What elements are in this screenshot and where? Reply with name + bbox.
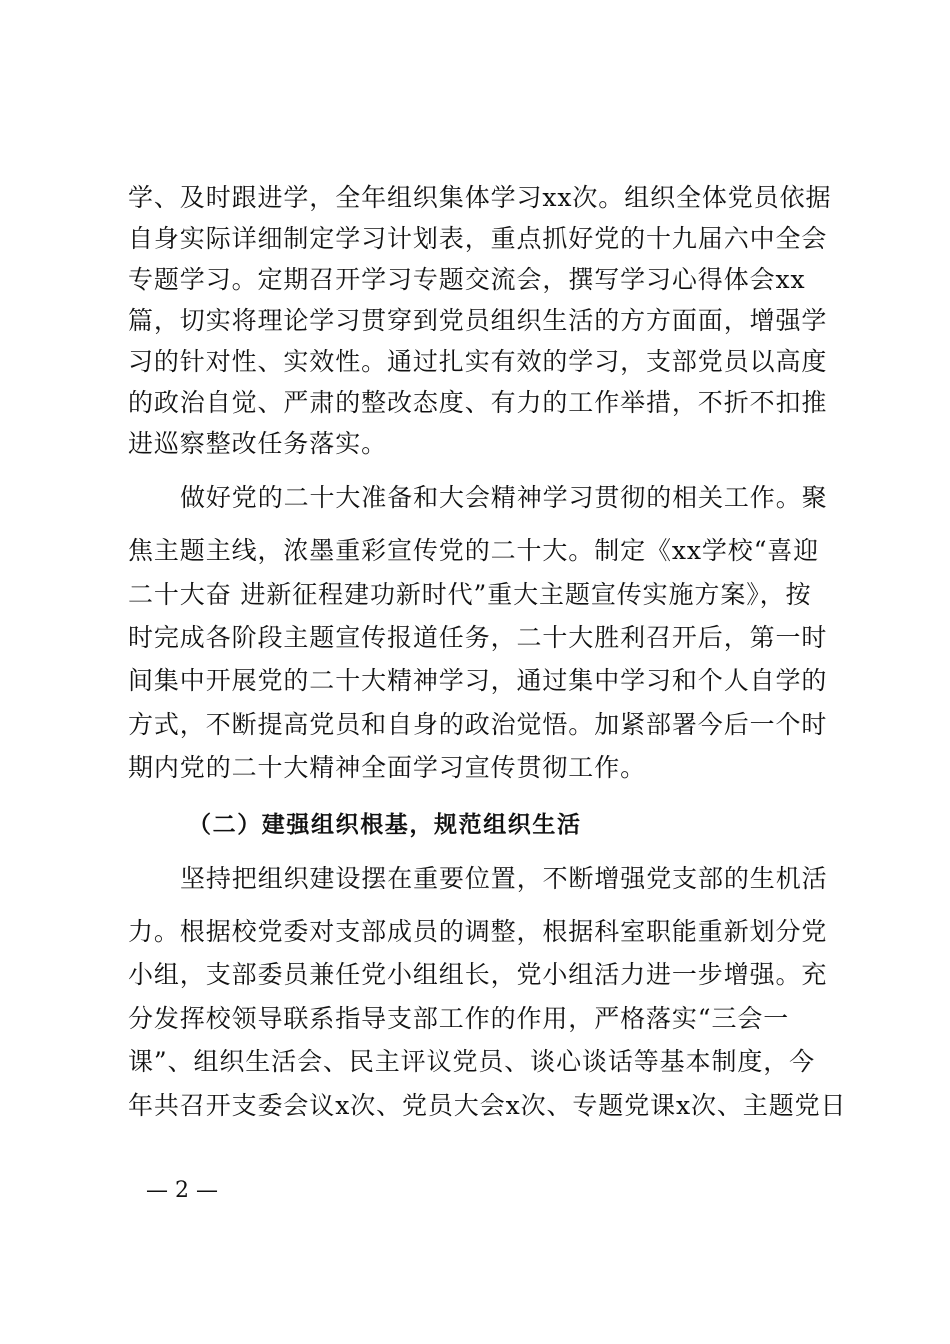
body-text-line: 习的针对性、实效性。通过扎实有效的学习，支部党员以高度: [128, 347, 828, 376]
paragraph-first-line: 做好党的二十大准备和大会精神学习贯彻的相关工作。聚: [180, 483, 828, 512]
body-text-line: 小组，支部委员兼任党小组组长，党小组活力进一步增强。充: [128, 960, 828, 989]
body-text-line: 学、及时跟进学，全年组织集体学习xx次。组织全体党员依据: [128, 183, 832, 212]
page-number: — 2 —: [146, 1178, 218, 1203]
body-text-line: 力。根据校党委对支部成员的调整，根据科室职能重新划分党: [128, 917, 828, 946]
body-text-line: 方式，不断提高党员和自身的政治觉悟。加紧部署今后一个时: [128, 710, 828, 739]
body-text-line: 焦主题主线，浓墨重彩宣传党的二十大。制定《xx学校“喜迎: [128, 536, 820, 565]
body-text-line: 分发挥校领导联系指导支部工作的作用，严格落实“三会一: [128, 1004, 790, 1033]
body-text-line: 进巡察整改任务落实。: [128, 429, 388, 458]
body-text-line: 期内党的二十大精神全面学习宣传贯彻工作。: [128, 753, 647, 782]
section-heading: （二）建强组织根基，规范组织生活: [188, 811, 582, 838]
body-text-line: 专题学习。定期召开学习专题交流会，撰写学习心得体会xx: [128, 265, 806, 294]
body-text-line: 二十大奋 进新征程建功新时代”重大主题宣传实施方案》，按: [128, 580, 812, 609]
body-text-line: 时完成各阶段主题宣传报道任务，二十大胜利召开后，第一时: [128, 623, 828, 652]
body-text-line: 的政治自觉、严肃的整改态度、有力的工作举措，不折不扣推: [128, 388, 828, 417]
paragraph-first-line: 坚持把组织建设摆在重要位置，不断增强党支部的生机活: [180, 864, 828, 893]
body-text-line: 课”、组织生活会、民主评议党员、谈心谈话等基本制度，今: [128, 1047, 816, 1076]
body-text-line: 篇，切实将理论学习贯穿到党员组织生活的方方面面，增强学: [128, 306, 828, 335]
body-text-line: 间集中开展党的二十大精神学习，通过集中学习和个人自学的: [128, 666, 828, 695]
body-text-line: 年共召开支委会议x次、党员大会x次、专题党课x次、主题党日: [128, 1091, 847, 1120]
body-text-line: 自身实际详细制定学习计划表，重点抓好党的十九届六中全会: [128, 224, 828, 253]
